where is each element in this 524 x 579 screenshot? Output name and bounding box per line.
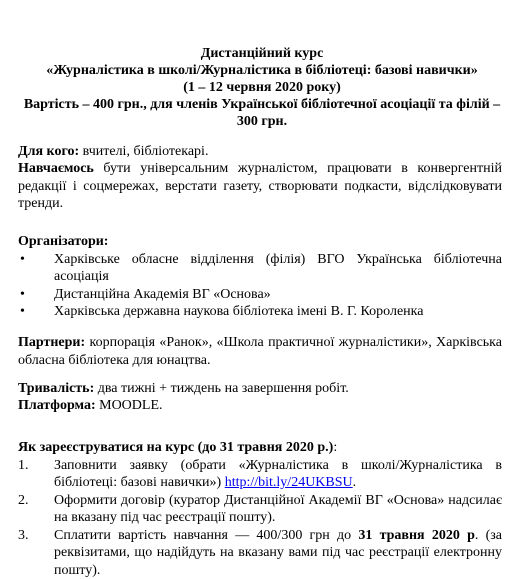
step-text: Сплатити вартість навчання — 400/300 грн до [54,528,358,543]
step-text-end: . (за реквізитами, що надійдуть на вказану вами під час реєстрації електронну пошту). [54,528,502,578]
registration-link[interactable]: http://bit.ly/24UKBSU [225,475,353,490]
duration-text: два тижні + тиждень на завершення робіт. [94,381,349,396]
course-title: «Журналістика в школі/Журналістика в бібліотеці: базові навички» [18,62,506,79]
platform-paragraph [18,397,502,415]
step-number: 2. [18,492,29,510]
organizers-title: Організатори: [18,234,108,249]
course-price: Вартість – 400 грн., для членів Української бібліотечної асоціації та філій – 300 грн. [18,96,506,130]
learning-label: Навчаємось [18,161,94,176]
organizer-text: Харківська державна наукова бібліотека імені В. Г. Короленка [54,304,423,319]
platform-label: Платформа: [18,398,96,413]
course-header [18,45,506,130]
duration-paragraph [18,380,502,398]
learning-paragraph [18,160,502,213]
registration-colon: : [333,440,337,455]
audience-text: вчителі, бібліотекарі. [79,144,208,159]
registration-section [18,439,502,579]
registration-title-row [18,439,502,457]
registration-step [18,457,502,492]
bullet-icon: • [20,303,25,321]
registration-title: Як зареєструватися на курс (до 31 травня 2020 р.) [18,440,333,455]
organizer-item [18,286,502,304]
step-number: 3. [18,527,29,545]
organizers-section [18,233,502,321]
partners-label: Партнери: [18,335,85,350]
duration-label: Тривалість: [18,381,94,396]
audience-label: Для кого: [18,144,79,159]
organizer-item [18,303,502,321]
step-deadline: 31 травня 2020 р [358,528,475,543]
organizer-text: Дистанційна Академія ВГ «Основа» [54,287,271,302]
audience-paragraph [18,143,502,161]
bullet-icon: • [20,251,25,269]
course-dates: (1 – 12 червня 2020 року) [18,79,506,96]
course-type: Дистанційний курс [18,45,506,62]
step-text: Заповнити заявку (обрати «Журналістика в школі/Журналістика в бібліотеці: базові навички») [54,458,502,491]
step-number: 1. [18,457,29,475]
step-text: Оформити договір (куратор Дистанційної Академії ВГ «Основа» надсилає на вказану під час реєстрації пошту). [54,493,502,526]
platform-text: MOODLE. [96,398,163,413]
registration-step [18,527,502,579]
partners-text: корпорація «Ранок», «Школа практичної журналістики», Харківська обласна бібліотека для юнацтва. [18,335,502,368]
bullet-icon: • [20,286,25,304]
organizer-item [18,251,502,286]
learning-text: бути універсальним журналістом, працювати в конвергентній редакції і соцмережах, верстати газету, створювати подкасти, відслідковувати тренди. [18,161,502,211]
partners-paragraph [18,334,502,369]
organizer-text: Харківське обласне відділення (філія) ВГО Українська бібліотечна асоціація [54,252,502,285]
step-text-end: . [353,475,357,490]
registration-step [18,492,502,527]
